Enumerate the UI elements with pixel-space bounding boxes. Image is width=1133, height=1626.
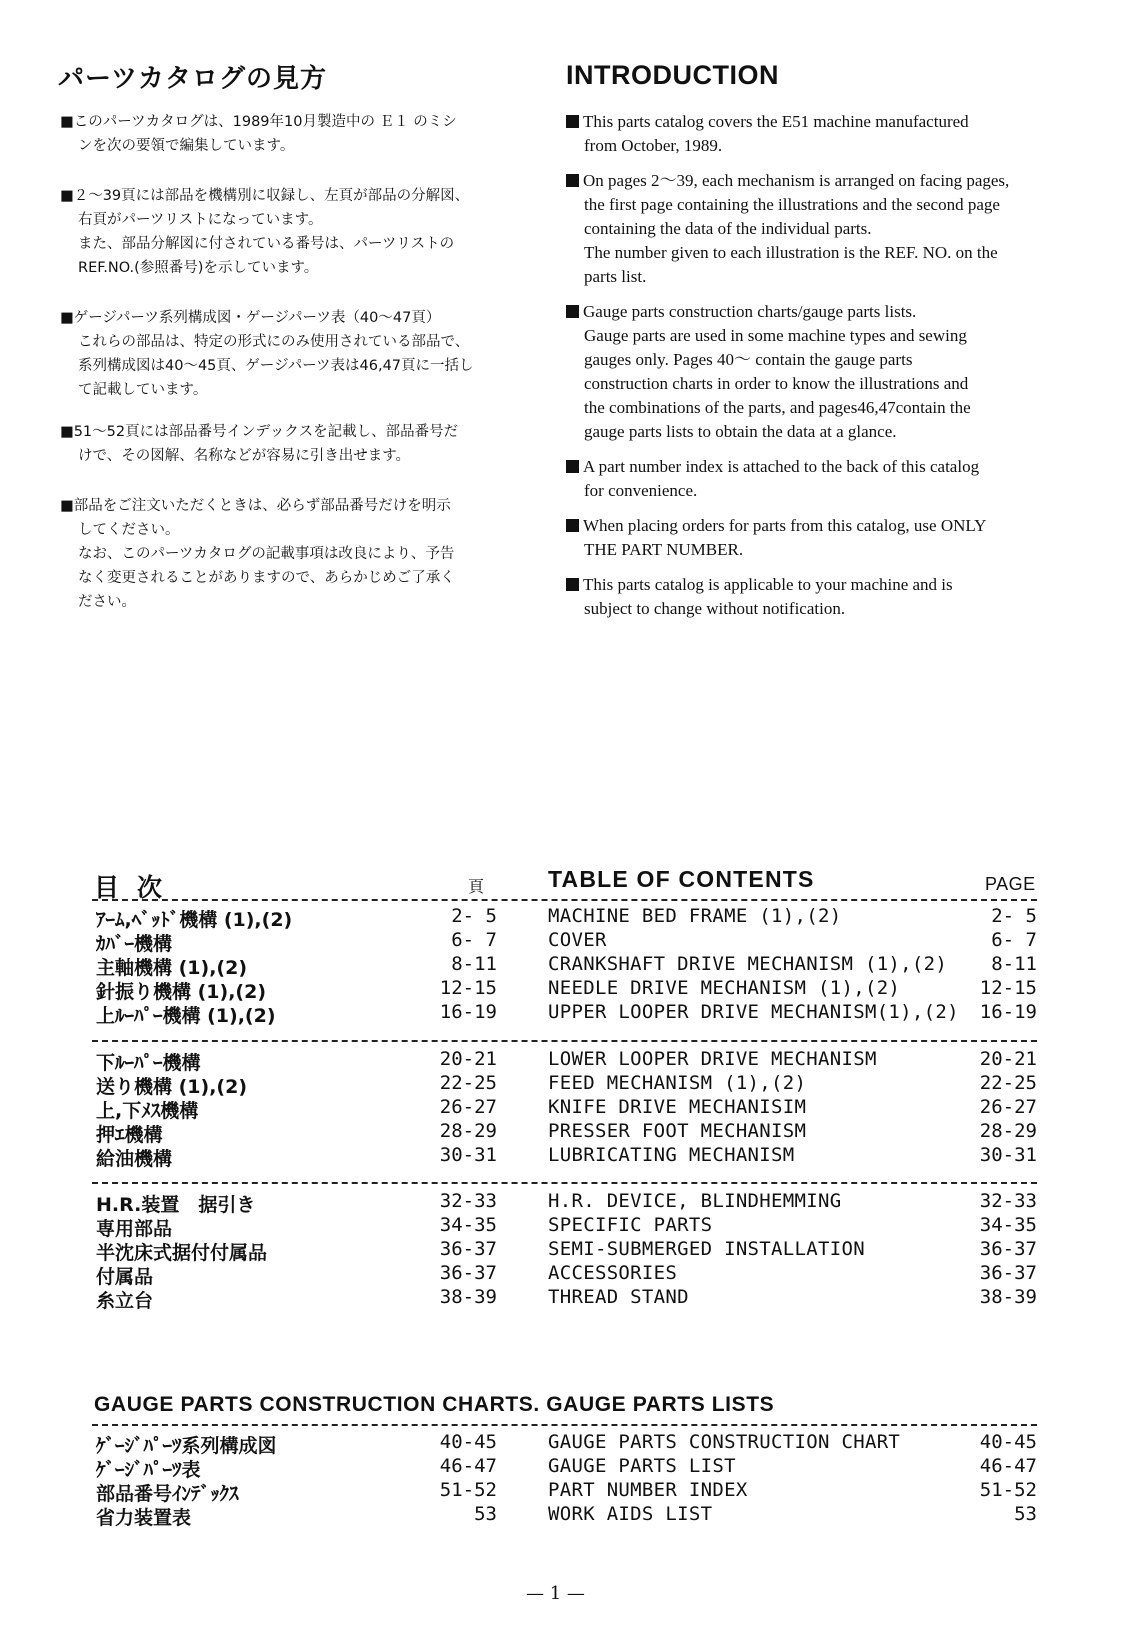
page-number: — 1 — — [526, 1583, 585, 1604]
jp-intro-line: なお、このパーツカタログの記載事項は改良により、予告 — [78, 546, 455, 562]
toc-row — [0, 929, 1133, 953]
jp-intro-line: また、部品分解図に付されている番号は、パーツリストの — [78, 236, 455, 252]
gauge-jp-label: ｹﾞｰｼﾞﾊﾟｰﾂ系列構成図 — [96, 1435, 277, 1457]
toc-jp-page: 6- 7 — [451, 929, 497, 951]
gauge-jp-page: 40-45 — [439, 1431, 497, 1453]
gauge-en-page: 46-47 — [979, 1455, 1037, 1477]
toc-en-label: THREAD STAND — [548, 1286, 689, 1308]
en-intro-line: When placing orders for parts from this catalog, use ONLY — [583, 516, 987, 535]
bullet-square-icon — [566, 305, 579, 318]
toc-en-page: 6- 7 — [991, 929, 1037, 951]
toc-row — [0, 1096, 1133, 1120]
jp-intro-line: 右頁がパーツリストになっています。 — [78, 212, 323, 228]
gauge-en-label: GAUGE PARTS LIST — [548, 1455, 736, 1477]
toc-jp-label: 専用部品 — [96, 1218, 173, 1240]
en-intro-line: A part number index is attached to the back of this catalog — [583, 457, 980, 476]
toc-jp-page: 26-27 — [439, 1096, 497, 1118]
toc-en-label: MACHINE BED FRAME (1),(2) — [548, 905, 842, 927]
toc-row — [0, 1144, 1133, 1168]
bullet-square-icon — [566, 519, 579, 532]
toc-jp-label: 上,下ﾒｽ機構 — [96, 1100, 199, 1122]
toc-en-page: 2- 5 — [991, 905, 1037, 927]
jp-intro-line: ■ゲージパーツ系列構成図・ゲージパーツ表（40～47頁） — [60, 310, 441, 326]
toc-row — [0, 1190, 1133, 1214]
jp-intro-item — [60, 110, 520, 158]
toc-row — [0, 1238, 1133, 1262]
en-intro-column — [566, 110, 1071, 632]
toc-en-label: H.R. DEVICE, BLINDHEMMING — [548, 1190, 842, 1212]
gauge-row — [0, 1479, 1133, 1503]
toc-jp-page-header: 頁 — [468, 877, 485, 896]
gauge-en-page: 51-52 — [979, 1479, 1037, 1501]
jp-intro-item — [60, 184, 520, 280]
toc-en-page: 12-15 — [979, 977, 1037, 999]
toc-title-en: TABLE OF CONTENTS — [548, 866, 815, 892]
toc-en-label: PRESSER FOOT MECHANISM — [548, 1120, 807, 1142]
toc-jp-label: H.R.装置 据引き — [96, 1194, 256, 1216]
gauge-en-label: GAUGE PARTS CONSTRUCTION CHART — [548, 1431, 901, 1453]
toc-en-label: CRANKSHAFT DRIVE MECHANISM (1),(2) — [548, 953, 948, 975]
toc-row — [0, 953, 1133, 977]
jp-intro-item — [60, 420, 520, 468]
toc-jp-label: 針振り機構 (1),(2) — [96, 981, 267, 1003]
toc-jp-label: 上ﾙｰﾊﾟｰ機構 (1),(2) — [96, 1005, 276, 1027]
gauge-row — [0, 1431, 1133, 1455]
toc-en-label: COVER — [548, 929, 607, 951]
en-intro-item — [566, 455, 1071, 503]
gauge-jp-label: ｹﾞｰｼﾞﾊﾟｰﾂ表 — [96, 1459, 201, 1481]
toc-title-jp: 目次 — [94, 873, 181, 902]
en-intro-line: This parts catalog is applicable to your machine and is — [583, 575, 953, 594]
jp-intro-line: してください。 — [78, 522, 180, 538]
toc-en-page: 20-21 — [979, 1048, 1037, 1070]
en-intro-line: the combinations of the parts, and pages46,47contain the — [584, 398, 971, 417]
dashed-divider — [92, 1182, 1037, 1184]
gauge-en-label: WORK AIDS LIST — [548, 1503, 713, 1525]
toc-row — [0, 977, 1133, 1001]
toc-jp-label: 送り機構 (1),(2) — [96, 1076, 248, 1098]
en-intro-line: construction charts in order to know the illustrations and — [584, 374, 969, 393]
en-intro-item — [566, 300, 1071, 444]
toc-en-label: SPECIFIC PARTS — [548, 1214, 713, 1236]
gauge-row — [0, 1503, 1133, 1527]
toc-row — [0, 1001, 1133, 1025]
jp-intro-line: これらの部品は、特定の形式にのみ使用されている部品で、 — [78, 334, 470, 350]
toc-jp-page: 38-39 — [439, 1286, 497, 1308]
toc-row — [0, 905, 1133, 929]
toc-jp-page: 16-19 — [439, 1001, 497, 1023]
jp-intro-title: パーツカタログの見方 — [58, 64, 327, 94]
jp-intro-line: ンを次の要領で編集しています。 — [78, 138, 295, 154]
toc-row — [0, 1048, 1133, 1072]
toc-jp-page: 20-21 — [439, 1048, 497, 1070]
gauge-jp-label: 部品番号ｲﾝﾃﾞｯｸｽ — [96, 1483, 239, 1505]
toc-jp-label: 半沈床式据付付属品 — [96, 1242, 268, 1264]
jp-intro-item — [60, 306, 520, 402]
bullet-square-icon — [566, 578, 579, 591]
toc-row — [0, 1214, 1133, 1238]
bullet-square-icon — [566, 174, 579, 187]
toc-en-page: 30-31 — [979, 1144, 1037, 1166]
jp-intro-line: て記載しています。 — [78, 382, 208, 398]
toc-jp-page: 22-25 — [439, 1072, 497, 1094]
en-intro-line: Gauge parts construction charts/gauge parts lists. — [583, 302, 917, 321]
toc-en-page: 34-35 — [979, 1214, 1037, 1236]
en-intro-line: from October, 1989. — [584, 136, 723, 155]
gauge-en-page: 53 — [1014, 1503, 1037, 1525]
gauge-jp-page: 51-52 — [439, 1479, 497, 1501]
gauge-en-page: 40-45 — [979, 1431, 1037, 1453]
dashed-divider — [92, 1040, 1037, 1042]
jp-intro-line: ■部品をご注文いただくときは、必らず部品番号だけを明示 — [60, 498, 451, 514]
en-intro-line: containing the data of the individual parts. — [584, 219, 872, 238]
toc-jp-label: 付属品 — [96, 1266, 154, 1288]
jp-intro-column — [60, 110, 520, 632]
en-intro-line: The number given to each illustration is the REF. NO. on the — [584, 243, 998, 262]
gauge-jp-page: 46-47 — [439, 1455, 497, 1477]
toc-jp-page: 12-15 — [439, 977, 497, 999]
en-intro-line: gauge parts lists to obtain the data at a glance. — [584, 422, 897, 441]
jp-intro-item — [60, 494, 520, 614]
toc-en-page: 26-27 — [979, 1096, 1037, 1118]
dashed-divider — [92, 899, 1037, 901]
en-intro-item — [566, 514, 1071, 562]
en-intro-line: This parts catalog covers the E51 machine manufactured — [583, 112, 969, 131]
toc-en-label: UPPER LOOPER DRIVE MECHANISM(1),(2) — [548, 1001, 959, 1023]
toc-en-label: FEED MECHANISM (1),(2) — [548, 1072, 807, 1094]
toc-jp-page: 8-11 — [451, 953, 497, 975]
toc-jp-label: ｱｰﾑ,ﾍﾞｯﾄﾞ機構 (1),(2) — [96, 909, 293, 931]
toc-row — [0, 1262, 1133, 1286]
gauge-row — [0, 1455, 1133, 1479]
toc-row — [0, 1286, 1133, 1310]
toc-jp-page: 36-37 — [439, 1238, 497, 1260]
jp-intro-line: ■このパーツカタログは、1989年10月製造中の Ｅ１ のミシ — [60, 114, 457, 130]
toc-jp-label: 給油機構 — [96, 1148, 173, 1170]
toc-jp-page: 34-35 — [439, 1214, 497, 1236]
toc-jp-page: 28-29 — [439, 1120, 497, 1142]
toc-jp-page: 30-31 — [439, 1144, 497, 1166]
toc-jp-label: 下ﾙｰﾊﾟｰ機構 — [96, 1052, 201, 1074]
en-intro-item — [566, 169, 1071, 289]
toc-en-page: 22-25 — [979, 1072, 1037, 1094]
toc-en-label: ACCESSORIES — [548, 1262, 678, 1284]
toc-jp-label: ｶﾊﾞｰ機構 — [96, 933, 173, 955]
toc-jp-label: 押ｴ機構 — [96, 1124, 163, 1146]
toc-en-page: 8-11 — [991, 953, 1037, 975]
jp-intro-line: REF.NO.(参照番号)を示しています。 — [78, 260, 319, 276]
gauge-en-label: PART NUMBER INDEX — [548, 1479, 748, 1501]
toc-jp-page: 36-37 — [439, 1262, 497, 1284]
en-intro-item — [566, 573, 1071, 621]
gauge-section-title: GAUGE PARTS CONSTRUCTION CHARTS. GAUGE PARTS LISTS — [94, 1393, 775, 1416]
toc-row — [0, 1072, 1133, 1096]
toc-en-page: 38-39 — [979, 1286, 1037, 1308]
en-intro-line: for convenience. — [584, 481, 698, 500]
dashed-divider — [92, 1424, 1037, 1426]
jp-intro-line: けで、その図解、名称などが容易に引き出せます。 — [78, 448, 411, 464]
en-intro-line: THE PART NUMBER. — [584, 540, 744, 559]
gauge-jp-page: 53 — [474, 1503, 497, 1525]
toc-en-page-header: PAGE — [985, 874, 1036, 894]
en-intro-line: On pages 2～39, each mechanism is arranged on facing pages, — [583, 171, 1010, 190]
toc-jp-page: 2- 5 — [451, 905, 497, 927]
toc-en-page: 36-37 — [979, 1262, 1037, 1284]
en-intro-line: Gauge parts are used in some machine types and sewing — [584, 326, 967, 345]
toc-en-page: 28-29 — [979, 1120, 1037, 1142]
toc-jp-label: 糸立台 — [96, 1290, 154, 1312]
bullet-square-icon — [566, 115, 579, 128]
toc-en-label: LUBRICATING MECHANISM — [548, 1144, 795, 1166]
jp-intro-line: なく変更されることがありますので、あらかじめご了承く — [78, 570, 455, 586]
toc-jp-page: 32-33 — [439, 1190, 497, 1212]
en-intro-line: the first page containing the illustrations and the second page — [584, 195, 1000, 214]
en-intro-line: gauges only. Pages 40～ contain the gauge parts — [584, 350, 913, 369]
toc-jp-label: 主軸機構 (1),(2) — [96, 957, 248, 979]
en-intro-line: parts list. — [584, 267, 647, 286]
toc-en-page: 16-19 — [979, 1001, 1037, 1023]
gauge-jp-label: 省力装置表 — [96, 1507, 192, 1529]
toc-en-page: 36-37 — [979, 1238, 1037, 1260]
toc-en-label: LOWER LOOPER DRIVE MECHANISM — [548, 1048, 877, 1070]
toc-en-page: 32-33 — [979, 1190, 1037, 1212]
jp-intro-line: ださい。 — [78, 594, 136, 610]
jp-intro-line: 系列構成図は40～45頁、ゲージパーツ表は46,47頁に一括し — [78, 358, 474, 374]
en-intro-line: subject to change without notification. — [584, 599, 846, 618]
toc-en-label: KNIFE DRIVE MECHANISIM — [548, 1096, 807, 1118]
en-intro-title: INTRODUCTION — [566, 60, 779, 90]
toc-en-label: SEMI-SUBMERGED INSTALLATION — [548, 1238, 865, 1260]
bullet-square-icon — [566, 460, 579, 473]
en-intro-item — [566, 110, 1071, 158]
jp-intro-line: ■51～52頁には部品番号インデックスを記載し、部品番号だ — [60, 424, 459, 440]
toc-en-label: NEEDLE DRIVE MECHANISM (1),(2) — [548, 977, 901, 999]
jp-intro-line: ■２～39頁には部品を機構別に収録し、左頁が部品の分解図、 — [60, 188, 470, 204]
toc-row — [0, 1120, 1133, 1144]
